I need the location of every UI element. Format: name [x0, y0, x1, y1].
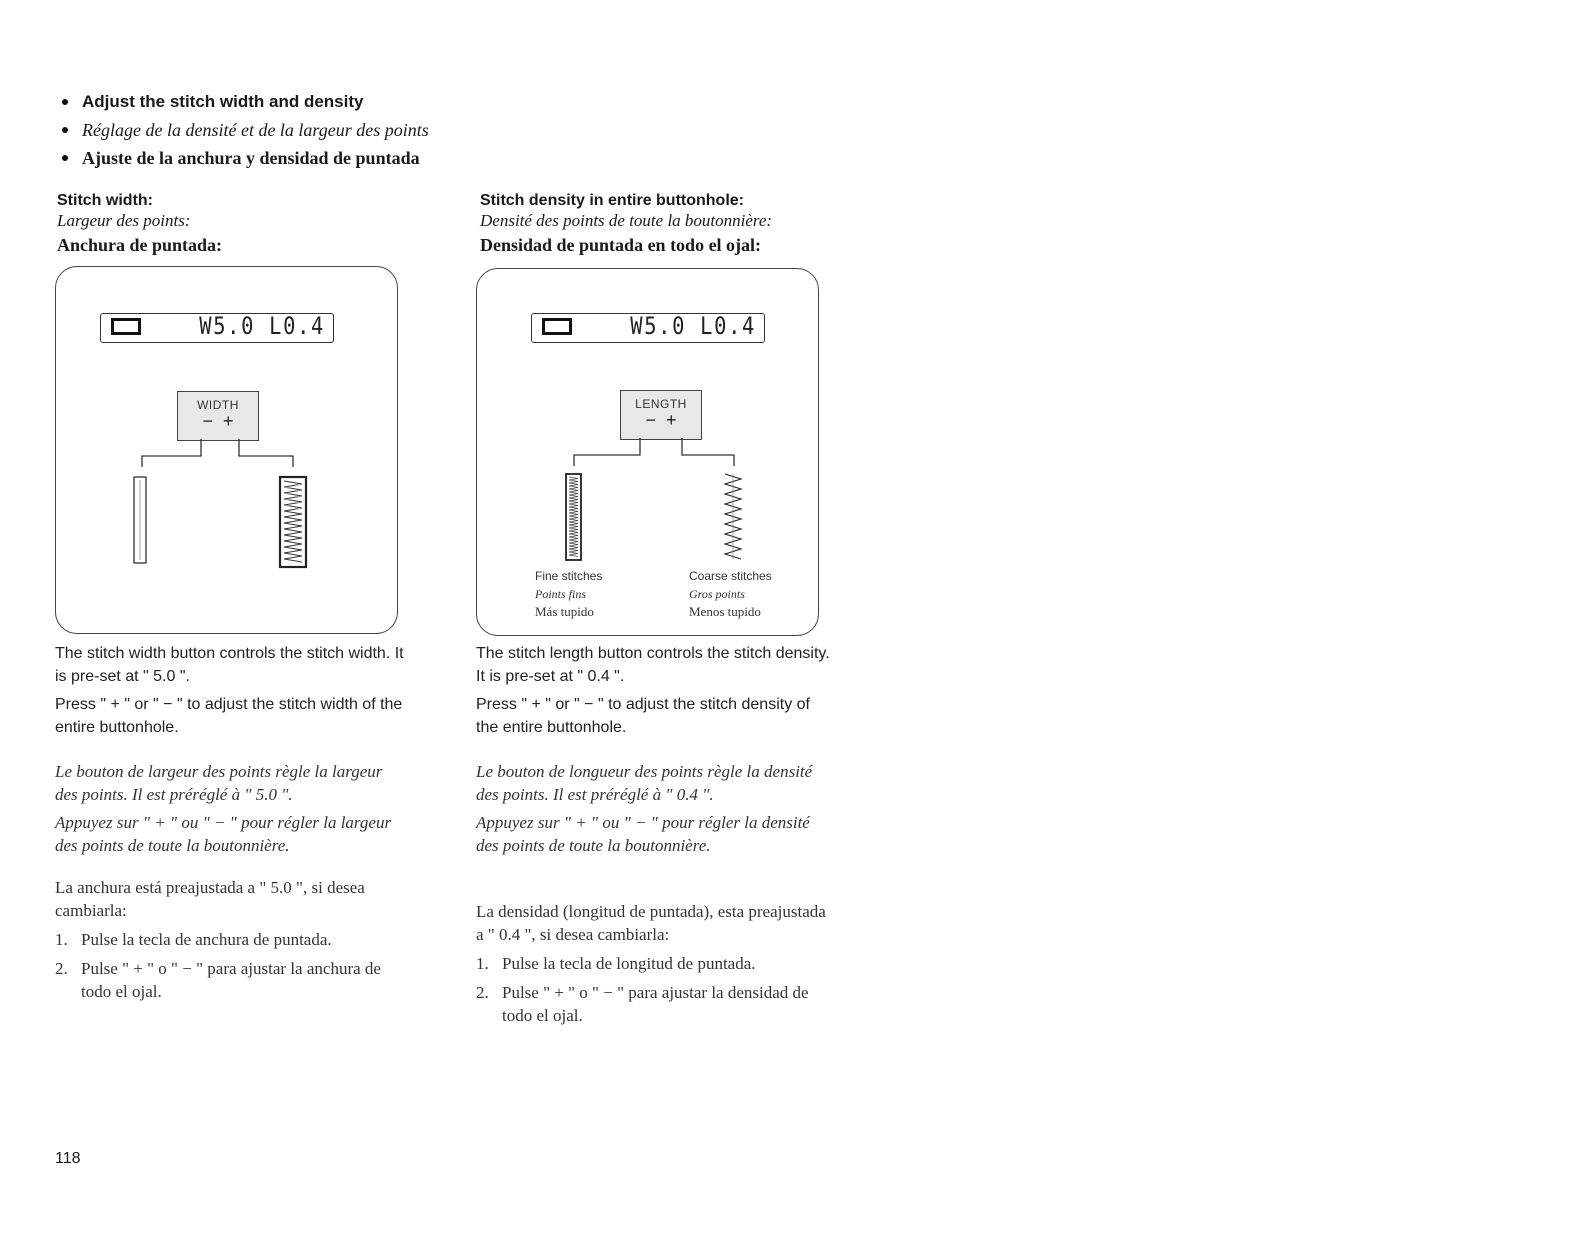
- connector-minus: [142, 439, 201, 467]
- intro-bullet-list: [60, 90, 429, 174]
- right-heading-block: [480, 192, 900, 256]
- left-en-paragraph-1: The stitch width button controls the stitch width. It is pre-set at " 5.0 ".: [55, 645, 404, 685]
- coarse-caption-es: Menos tupido: [689, 604, 761, 619]
- fine-caption-en: Fine stitches: [535, 569, 603, 583]
- lcd-readout: W5.0 L0.4: [630, 312, 756, 340]
- connector-plus: [239, 439, 293, 467]
- bullet-en: Adjust the stitch width and density: [60, 90, 429, 118]
- left-heading-block: [57, 192, 457, 256]
- fine-caption-fr: Points fins: [535, 587, 587, 601]
- coarse-stitches-caption: [689, 567, 814, 621]
- left-text-block: [55, 642, 405, 1009]
- plus-icon[interactable]: +: [666, 410, 677, 430]
- fine-caption-es: Más tupido: [535, 604, 594, 619]
- coarse-caption-en: Coarse stitches: [689, 569, 772, 583]
- coarse-caption-fr: Gros points: [689, 587, 745, 601]
- connector-plus: [682, 438, 734, 466]
- width-diagram-panel: [55, 266, 398, 634]
- right-en-paragraph-2: Press " + " or " − " to adjust the stitch density of the entire buttonhole.: [476, 696, 810, 736]
- right-text-block: [476, 642, 831, 1033]
- wide-buttonhole-icon: [280, 477, 306, 567]
- length-key-label: LENGTH: [635, 397, 687, 411]
- right-heading-en: Stitch density in entire buttonhole:: [480, 192, 744, 209]
- left-heading-es: Anchura de puntada:: [57, 235, 223, 255]
- right-en-paragraph-1: The stitch length button controls the stitch density. It is pre-set at " 0.4 ".: [476, 645, 830, 685]
- left-heading-fr: Largeur des points:: [57, 211, 191, 230]
- right-fr-paragraph-1: Le bouton de longueur des points règle la densité des points. Il est préréglé à " 0.4 ".: [476, 762, 813, 804]
- right-es-paragraph-1: La densidad (longitud de puntada), esta preajustada a " 0.4 ", si desea cambiarla:: [476, 902, 826, 944]
- fine-stitch-buttonhole-icon: [566, 474, 581, 560]
- right-es-step-2: 2. Pulse " + " o " − " para ajustar la densidad de todo el ojal.: [476, 983, 809, 1025]
- minus-icon[interactable]: −: [645, 410, 656, 430]
- right-heading-es: Densidad de puntada en todo el ojal:: [480, 235, 762, 255]
- left-heading-en: Stitch width:: [57, 192, 153, 209]
- left-en-paragraph-2: Press " + " or " − " to adjust the stitch width of the entire buttonhole.: [55, 696, 403, 736]
- left-es-step-2: 2. Pulse " + " o " − " para ajustar la anchura de todo el ojal.: [55, 959, 381, 1001]
- right-fr-paragraph-2: Appuyez sur " + " ou " − " pour régler la densité des points de toute la boutonnière.: [476, 813, 810, 855]
- left-es-step-1: 1. Pulse la tecla de anchura de puntada.: [55, 930, 332, 949]
- fine-stitches-caption: [535, 567, 665, 621]
- coarse-stitch-buttonhole-icon: [725, 474, 741, 559]
- connector-minus: [574, 438, 640, 466]
- left-fr-paragraph-2: Appuyez sur " + " ou " − " pour régler la largeur des points de toute la boutonnière.: [55, 813, 392, 855]
- page-number: 118: [55, 1150, 81, 1167]
- width-key-label: WIDTH: [197, 398, 239, 412]
- right-es-step-1: 1. Pulse la tecla de longitud de puntada.: [476, 954, 756, 973]
- left-fr-paragraph-1: Le bouton de largeur des points règle la largeur des points. Il est préréglé à " 5.0 ".: [55, 762, 383, 804]
- right-heading-fr: Densité des points de toute la boutonnière:: [480, 211, 773, 230]
- plus-icon[interactable]: +: [223, 411, 234, 431]
- bullet-fr: Réglage de la densité et de la largeur des points: [60, 118, 429, 146]
- left-es-paragraph-1: La anchura está preajustada a " 5.0 ", si desea cambiarla:: [55, 878, 365, 920]
- minus-icon[interactable]: −: [202, 411, 213, 431]
- density-diagram-panel: [476, 268, 819, 636]
- lcd-readout: W5.0 L0.4: [199, 312, 325, 340]
- width-diagram-svg: [56, 267, 397, 633]
- bullet-es: Ajuste de la anchura y densidad de puntada: [60, 146, 429, 174]
